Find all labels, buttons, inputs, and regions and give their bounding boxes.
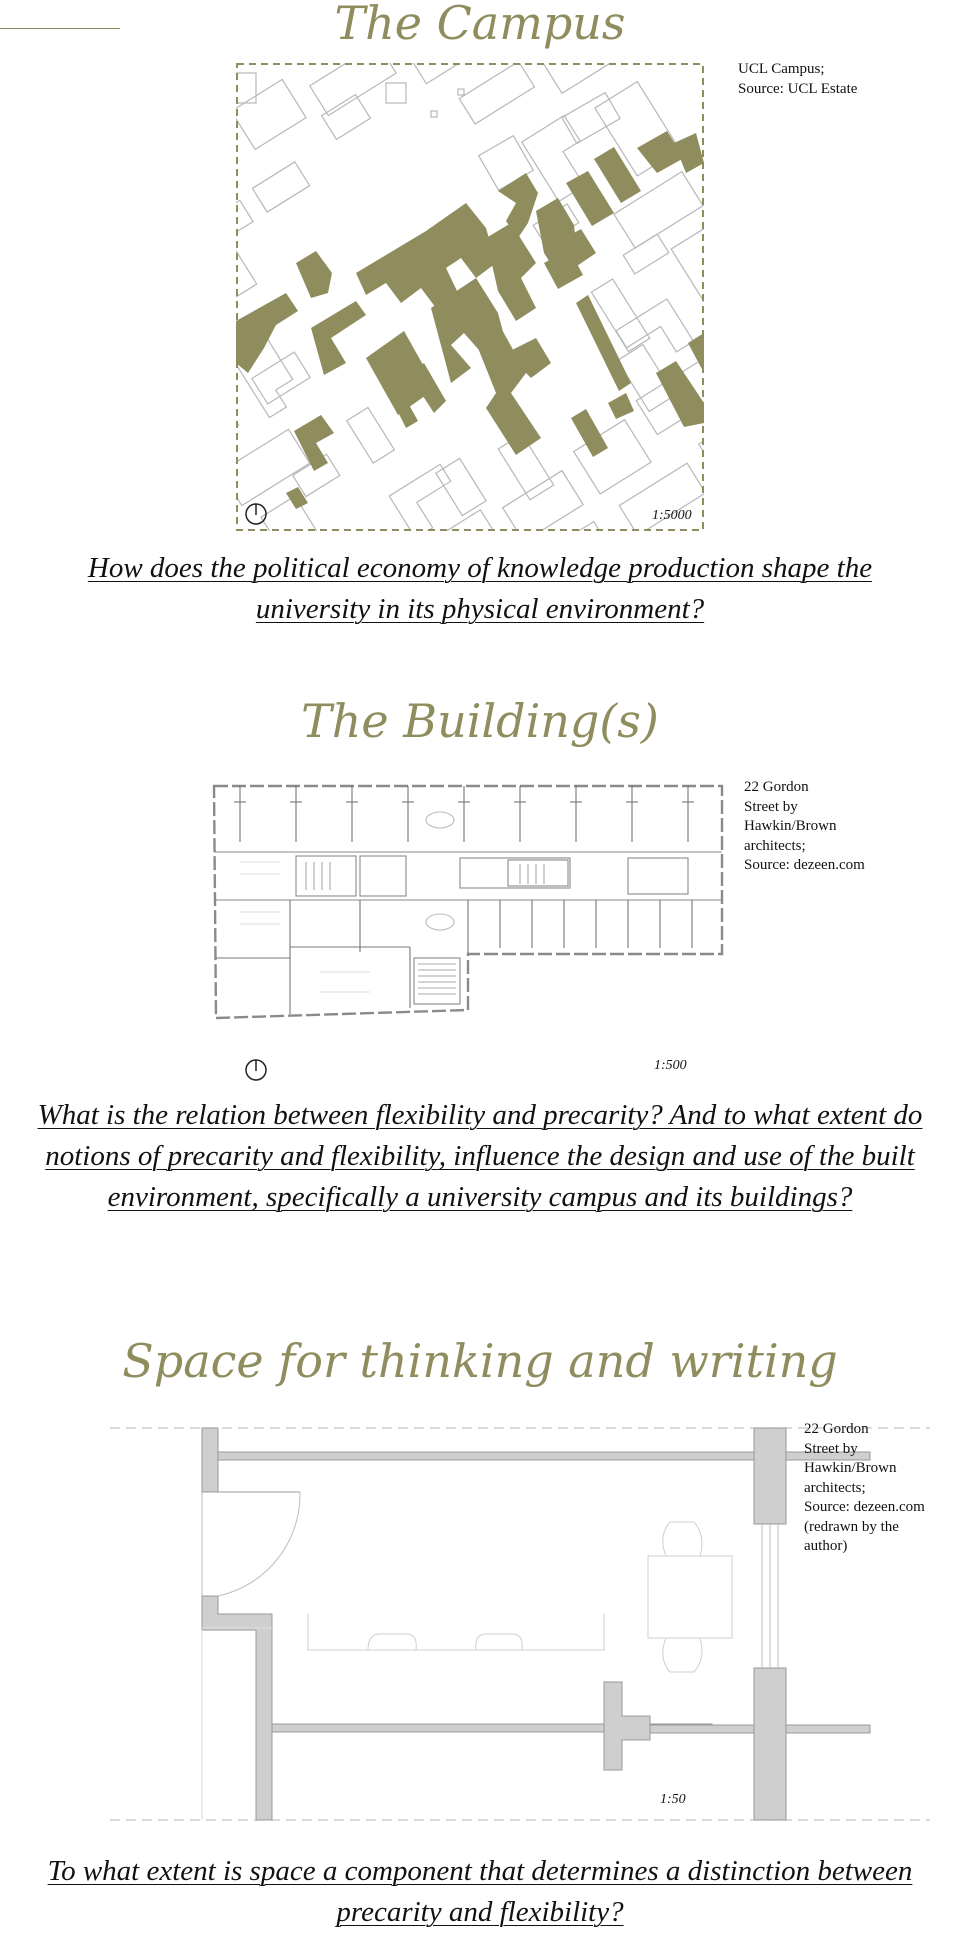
caption-line: architects; (744, 837, 806, 854)
campus-map (236, 63, 704, 531)
caption-line: Source: dezeen.com (804, 1499, 925, 1515)
north-arrow-icon (244, 1058, 268, 1082)
north-arrow-icon (246, 504, 266, 524)
building-question: What is the relation between flexibility and precarity? And to what extent do notions of precarity and flexibility, influence the design and use of the built environment, specifically a university campus and its buildings? (37, 1099, 923, 1213)
caption-line: Source: UCL Estate (738, 80, 858, 97)
caption-line: author) (804, 1538, 848, 1554)
caption-line: Hawkin/Brown (804, 1460, 897, 1476)
caption-line: Street by (744, 798, 798, 815)
caption-line: 22 Gordon (744, 779, 809, 795)
caption-line: architects; (804, 1479, 866, 1496)
caption-line: UCL Campus; (738, 61, 825, 77)
caption-line: Street by (804, 1440, 858, 1457)
campus-caption (738, 60, 918, 99)
caption-line: Hawkin/Brown (744, 818, 837, 834)
building-caption (744, 778, 934, 876)
caption-line: Source: dezeen.com (744, 857, 865, 873)
caption-line: (redrawn by the (804, 1518, 899, 1535)
campus-scale: 1:5000 (652, 508, 692, 523)
building-scale: 1:500 (654, 1058, 687, 1073)
building-floor-plan (210, 782, 726, 1022)
space-scale: 1:50 (660, 1792, 686, 1807)
building-title: The Building(s) (301, 694, 659, 748)
caption-line: 22 Gordon (804, 1421, 869, 1437)
space-title: Space for thinking and writing (122, 1334, 838, 1388)
space-question: To what extent is space a component that determines a distinction between precarity and flexibility? (47, 1855, 913, 1928)
space-caption (804, 1420, 954, 1557)
campus-question: How does the political economy of knowledge production shape the university in its physical environment? (87, 552, 873, 625)
campus-title: The Campus (334, 0, 626, 50)
